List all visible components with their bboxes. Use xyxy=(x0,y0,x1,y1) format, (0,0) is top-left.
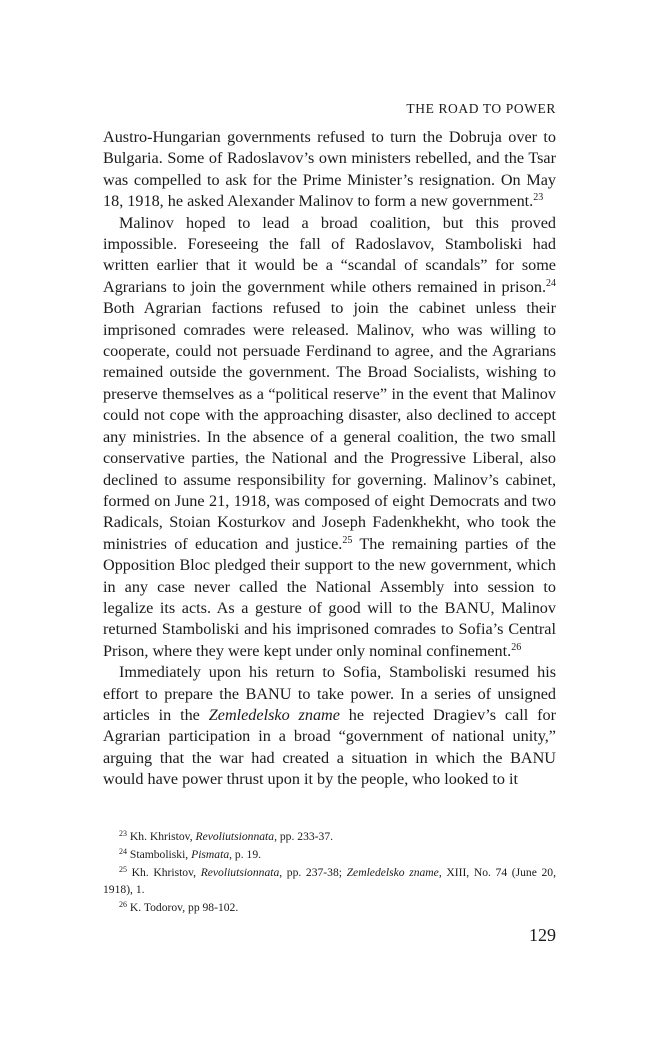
paragraph xyxy=(103,662,556,790)
body-text xyxy=(103,127,556,791)
footnote-text: , XIII, No. 74 (June 20, 1918), 1. xyxy=(103,865,556,897)
footnote-note-ref: 24 xyxy=(119,846,127,856)
running-header: THE ROAD TO POWER xyxy=(406,101,556,116)
footnote xyxy=(103,846,556,864)
footnote xyxy=(103,899,556,917)
footnotes xyxy=(103,828,556,917)
footnote-text: , pp. 237-38; xyxy=(279,865,347,879)
footnote-text: Stamboliski, xyxy=(127,847,192,861)
footnote-text: , pp. 233-37. xyxy=(274,830,334,843)
paragraph-italic-title: Zemledelsko zname xyxy=(208,705,340,724)
paragraph-text: Malinov hoped to lead a broad coalition, but this proved impossible. Foreseeing the fall of Radoslavov, Stamboliski had written earlier that it would be a “scandal of scandals” for some Agrarians to join the government while others remained in prison. xyxy=(103,213,556,296)
footnote-note-ref: 25 xyxy=(119,864,127,874)
footnote-italic-title: Revoliutsionnata xyxy=(195,830,275,843)
paragraph-text: Immediately upon his return to Sofia, Stamboliski resumed his effort to prepare the BANU to take power. In a series of unsigned articles in the xyxy=(103,663,556,724)
footnote-text: K. Todorov, pp 98-102. xyxy=(127,901,239,915)
footnote-italic-title: Revoliutsionnata xyxy=(200,865,280,879)
footnote-text: Kh. Khristov, xyxy=(127,865,201,879)
paragraph-text: The remaining parties of the Opposition Bloc pledged their support to the new government, which in any case never called the National Assembly into session to legalize its acts. As a gesture of good will to the BANU, Malinov returned Stamboliski and his imprisoned comrades to Sofia’s Central Prison, where they were kept under only nominal confinement. xyxy=(103,534,556,660)
footnote xyxy=(103,864,556,900)
footnote-italic-title: Pismata xyxy=(191,847,230,861)
paragraph-note-ref: 25 xyxy=(342,534,353,546)
paragraph xyxy=(103,213,556,663)
paragraph-note-ref: 24 xyxy=(546,277,556,289)
footnote-text: , p. 19. xyxy=(229,847,262,861)
paragraph-note-ref: 26 xyxy=(511,641,522,653)
footnote-italic-title: Zemledelsko zname xyxy=(346,865,439,879)
paragraph xyxy=(103,127,556,213)
footnote-text: Kh. Khristov, xyxy=(127,830,196,843)
footnote-note-ref: 23 xyxy=(119,829,127,838)
paragraph-text: he rejected Dragiev’s call for Agrarian participation in a broad “government of national unity,” arguing that the war had created a situation in which the BANU would have power thrust upon it by the people, who looked to it xyxy=(103,705,556,789)
footnote-note-ref: 26 xyxy=(119,900,127,910)
footnote xyxy=(103,828,556,846)
page-number: 129 xyxy=(529,925,556,945)
paragraph-text: Both Agrarian factions refused to join the cabinet unless their imprisoned comrades were released. Malinov, who was willing to cooperate, could not persuade Ferdinand to agree, and the Agrarians remained outside the government. The Broad Socialists, wishing to preserve themselves as a “political reserve” in the event that Malinov could not cope with the approaching disaster, also declined to accept any ministries. In the absence of a general coalition, the two small conservative parties, the National and the Progressive Liberal, also declined to assume responsibility for governing. Malinov’s cabinet, formed on June 21, 1918, was composed of eight Democrats and two Radicals, Stoian Kosturkov and Joseph Fadenkhekht, who took the ministries of education and justice. xyxy=(103,299,556,553)
paragraph-text: Austro-Hungarian governments refused to turn the Dobruja over to Bulgaria. Some of Radoslavov’s own ministers rebelled, and the Tsar was compelled to ask for the Prime Minister’s resignation. On May 18, 1918, he asked Alexander Malinov to form a new government. xyxy=(103,128,556,211)
paragraph-note-ref: 23 xyxy=(533,192,544,204)
